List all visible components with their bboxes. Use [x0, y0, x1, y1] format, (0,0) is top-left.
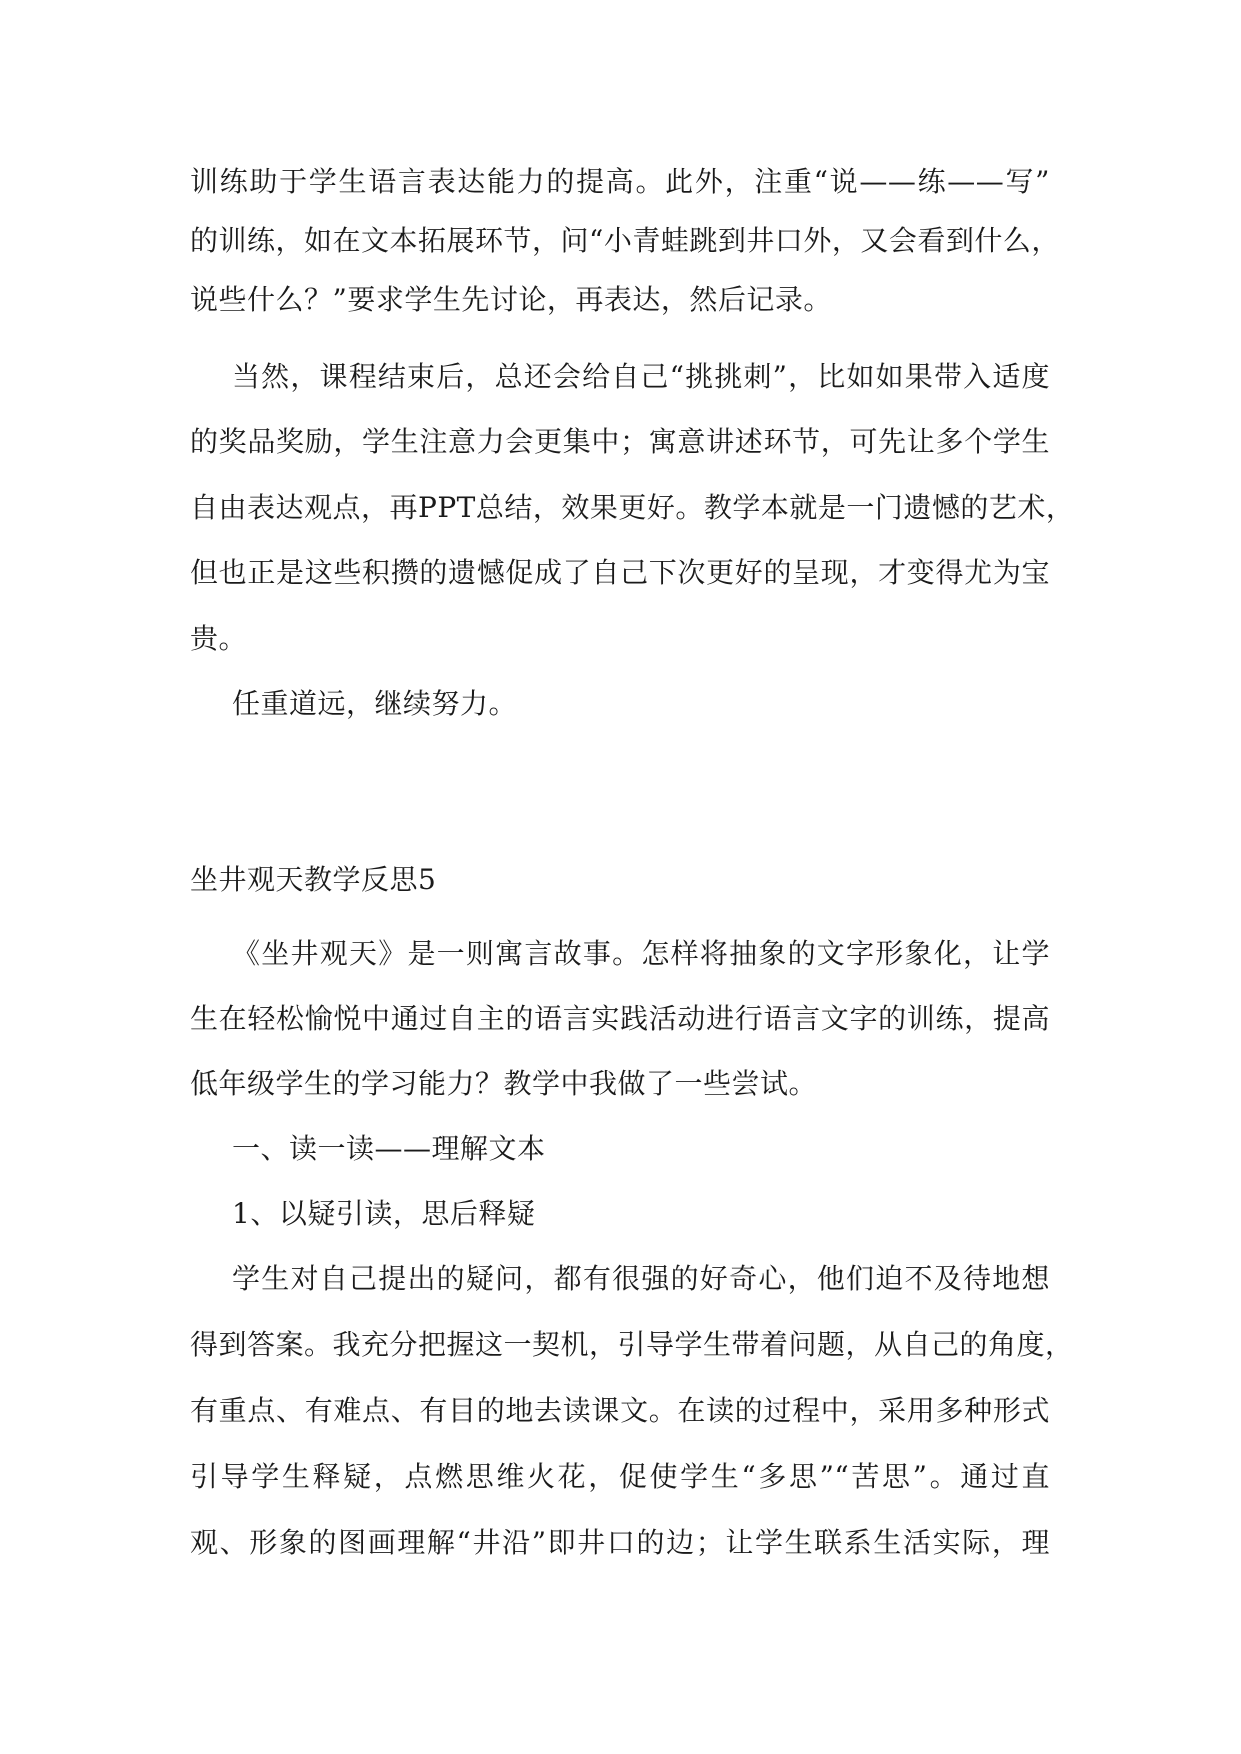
- paragraph-line: 得到答案。我充分把握这一契机，引导学生带着问题，从自己的角度，: [190, 1328, 1074, 1361]
- paragraph-line: 低年级学生的学习能力？教学中我做了一些尝试。: [190, 1067, 818, 1100]
- subheading: 1、以疑引读，思后释疑: [232, 1197, 536, 1230]
- paragraph-line: 贵。: [190, 622, 248, 655]
- paragraph-line: 当然，课程结束后，总还会给自己“挑挑刺”，比如如果带入适度: [232, 360, 1050, 393]
- paragraph-line: 但也正是这些积攒的遗憾促成了自己下次更好的呈现，才变得尤为宝: [190, 556, 1050, 589]
- paragraph-line: 训练助于学生语言表达能力的提高。此外，注重“说——练——写”: [190, 165, 1050, 198]
- paragraph-line: 的训练，如在文本拓展环节，问“小青蛙跳到井口外，又会看到什么，: [190, 224, 1060, 257]
- section-title: 坐井观天教学反思5: [190, 863, 437, 896]
- paragraph-line: 生在轻松愉悦中通过自主的语言实践活动进行语言文字的训练，提高: [190, 1002, 1050, 1035]
- subheading: 一、读一读——理解文本: [232, 1132, 546, 1165]
- paragraph-line: 任重道远，继续努力。: [232, 687, 518, 720]
- paragraph-line: 引导学生释疑，点燃思维火花，促使学生“多思”“苦思”。通过直: [190, 1460, 1050, 1493]
- paragraph-line: 学生对自己提出的疑问，都有很强的好奇心，他们迫不及待地想: [232, 1262, 1050, 1295]
- paragraph-line: 的奖品奖励，学生注意力会更集中；寓意讲述环节，可先让多个学生: [190, 425, 1050, 458]
- paragraph-line: 说些什么？”要求学生先讨论，再表达，然后记录。: [190, 283, 832, 316]
- paragraph-line: 观、形象的图画理解“井沿”即井口的边；让学生联系生活实际，理: [190, 1526, 1050, 1559]
- paragraph-line: 《坐井观天》是一则寓言故事。怎样将抽象的文字形象化，让学: [232, 937, 1050, 970]
- paragraph-line: 自由表达观点，再PPT总结，效果更好。教学本就是一门遗憾的艺术，: [190, 491, 1075, 524]
- paragraph-line: 有重点、有难点、有目的地去读课文。在读的过程中，采用多种形式: [190, 1394, 1050, 1427]
